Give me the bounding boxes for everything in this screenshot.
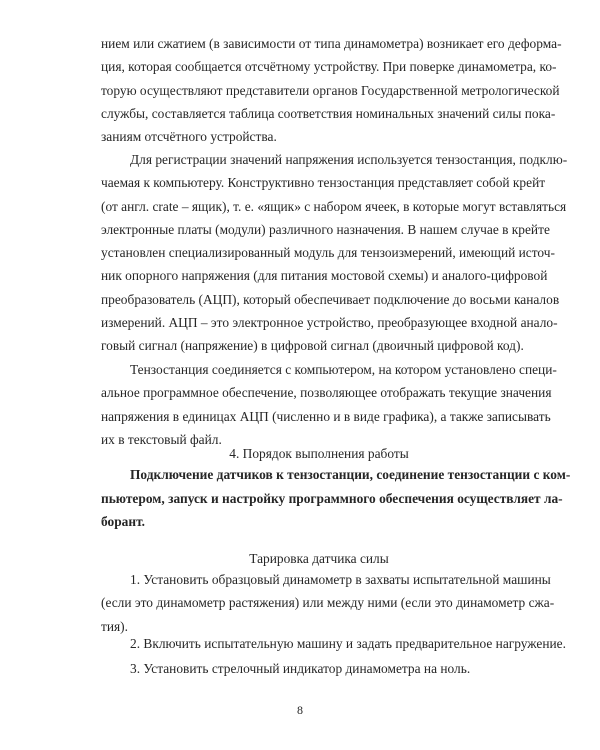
bold-note-line: пьютером, запуск и настройку программного обеспечения осуществляет ла- [101,490,563,506]
paragraph-line: службы, составляется таблица соответствия номинальных значений силы пока- [101,105,556,121]
paragraph-2 [101,148,568,358]
step-line: 3. Установить стрелочный индикатор динамометра на ноль. [130,661,471,676]
paragraph-3 [101,358,557,451]
bold-note-line: Подключение датчиков к тензостанции, соединение тензостанции с ком- [130,467,571,482]
paragraph-line: напряжения в единицах АЦП (численно и в виде графика), а также записывать [101,408,551,424]
paragraph-line: измерений. АЦП – это электронное устройство, преобразующее входной анало- [101,315,558,331]
paragraph-line: торую осуществляют представители органов Государственной метрологической [101,82,560,98]
step-1 [101,568,555,638]
subsection-heading: Тарировка датчика силы [249,551,389,566]
paragraph-1 [101,32,562,148]
step-line: 1. Установить образцовый динамометр в захваты испытательной машины [130,572,551,587]
bold-note [101,463,571,534]
step-line: (если это динамометр растяжения) или между ними (если это динамометр сжа- [101,595,555,611]
step-line: 2. Включить испытательную машину и задать предварительное нагружение. [130,636,566,651]
paragraph-line: говый сигнал (напряжение) в цифровой сигнал (двоичный цифровой код). [101,338,524,354]
paragraph-line: их в текстовый файл. [101,431,222,447]
paragraph-line: Для регистрации значений напряжения используется тензостанция, подклю- [130,152,568,167]
paragraph-line: ция, которая сообщается отсчётному устройству. При поверке динамометра, ко- [101,59,557,75]
paragraph-line: чаемая к компьютеру. Конструктивно тензостанция представляет собой крейт [101,175,546,191]
paragraph-line: нием или сжатием (в зависимости от типа динамометра) возникает его деформа- [101,36,562,51]
bold-note-line: борант. [101,514,145,529]
paragraph-line: альное программное обеспечение, позволяющее отображать текущие значения [101,385,552,401]
paragraph-line: ник опорного напряжения (для питания мостовой схемы) и аналого-цифровой [101,268,548,284]
paragraph-line: (от англ. crate – ящик), т. е. «ящик» с набором ячеек, в которые могут вставляться [101,198,567,214]
paragraph-line: заниям отсчётного устройства. [101,129,277,145]
section-heading: 4. Порядок выполнения работы [229,446,409,461]
page-number: 8 [297,703,303,717]
step-2 [101,632,566,655]
paragraph-line: установлен специализированный модуль для тензоизмерений, имеющий источ- [101,245,555,261]
step-3 [101,657,537,680]
step-line: тия). [101,618,128,634]
paragraph-line: Тензостанция соединяется с компьютером, на котором установлено специ- [130,362,557,377]
paragraph-line: преобразователь (АЦП), который обеспечивает подключение до восьми каналов [101,291,560,307]
paragraph-line: электронные платы (модули) различного назначения. В нашем случае в крейте [101,221,550,237]
